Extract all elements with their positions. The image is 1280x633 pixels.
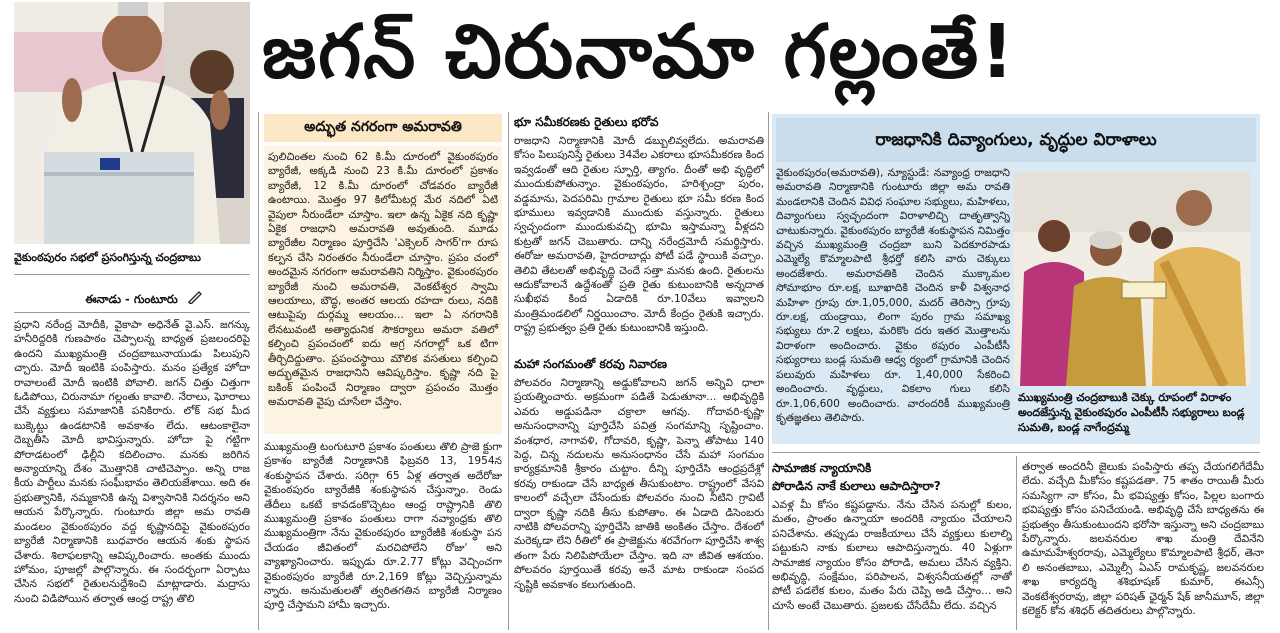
- heading-land-pooling: భూ సమీకరణకు రైతులు భరోవ: [514, 115, 659, 129]
- pen-icon: [187, 289, 203, 308]
- page-headline: జగన్ చిరునామా గల్లంతే!: [262, 9, 1016, 95]
- donations-title: రాజధానికి దివ్యాంగులు, వృద్ధుల విరాళాలు: [776, 118, 1256, 162]
- social-justice-text: ఎవళ్ల మీ కోసం కష్టపడ్డాను. నేను చేసిన పనుల్లో కులం, మతం, ప్రాంతం ఉన్నాయా అందరికి న్యాయం చేయాలని పనిచేశాను. తప్పుడు రాజకీయాలు చేసే వ్యక్తులు కులాల్ని పట్టుకుని నాకు కులాలు ఆపాదిస్తున్నారు. 40 ఏళ్లుగా సామాజిక న్యాయం కోసం పోరాడి, అమలు చేసిన వ్యక్తిని. అభివృద్ధి, సంక్షేమం, పరిపాలన, విశ్వసనీయతల్లో నాతో పోటీ పడలేక కులం, మతం పేరు చెప్పి అడి చేస్తాం... అని చూసే అంటే చెబుతారు. ప్రజలకు చేసేదేమీ లేదు. వచ్చిన: [772, 499, 1012, 612]
- byline-text: ఈనాడు - గుంటూరు: [85, 292, 178, 306]
- speech-photo-image: [14, 2, 250, 244]
- article-column-2: ముఖ్యమంత్రి టంగుటూరి ప్రకాశం పంతులు తొలి ప్రాజె క్టుగా ప్రకాశం బ్యారేజీ నిర్మాణానికి ఫిబ్రవరి 13, 1954న శంకుస్థాపన చేశారు. సరిగ్గా 65 ఏళ్ల తర్వాత అదేరోజు వైకుంఠపురం బ్యారేజీకి శంకుస్థాపన చేస్తున్నాం. రెండు తేదీలు ఒకటే కావడంకొచ్చెటం ఆంధ్ర రాష్ట్రానికి తొలి ముఖ్యమంత్రి ప్రకాశం పంతులు రాగా నవ్యాంధ్రకు తొలి ముఖ్యమంత్రిగా నేను వైకుంఠపురం బ్యారేజీకి శంకుస్థా పన చేయడం జీవితంలో మరచిపోలేని రోజు' అని వ్యాఖ్యానించారు. ఇప్పుడు రూ.2.77 కోట్లు వెచ్చించగా వైకుంఠపురం బ్యారేజీ రూ.2,169 కోట్లు వెచ్చిస్తున్నామ న్నారు. అనుమతులతో త్వరితగతిన బ్యారేజీ నిర్మాణం పూర్తి చేస్తామని హామీ ఇచ్చారు.: [264, 441, 502, 612]
- column-rule-1: [258, 112, 259, 630]
- donation-photo-caption: ముఖ్యమంత్రి చంద్రబాబుకి చెక్కు రూపంలో విరాళం అందజేస్తున్న వైకుంఠపురం ఎంపీటీసీ సభ్యురాలు బండ్ల సుమతి, బండ్ల నాగేంద్రమ్మ: [1018, 391, 1245, 434]
- speech-photo-caption: వైకుంఠపురం సభలో ప్రసంగిస్తున్న చంద్రబాబు: [14, 251, 201, 264]
- donation-photo-image: [1014, 172, 1250, 386]
- bottom-divider: [772, 452, 1260, 453]
- column-rule-2: [508, 112, 509, 630]
- subhead-amaravati: అద్భుత నగరంగా అమరావతి: [264, 114, 502, 142]
- article-column-1: ప్రధాని నరేంద్ర మోదీకి, వైకాపా అధినేత్ వై.ఎస్. జగన్కు హనీరిద్దరికి గుణపాఠం చెప్పాలన్న బాధ్యత ప్రజలందరిపై ఉందని ముఖ్యమంత్రి చంద్రబాబునాయుడు పిలుపుని చ్చారు. మోదీ ఇంటికి పంపిస్తారు. మనం ప్రత్యేక హోదా రావాలంటే మోదీ ఇంటికి పోవాలి. జగన్ చిత్తు చిత్తుగా ఓడిపోయి, చిరునామా గల్లంతు కావాలి. నేరాలు, ఘోరాలు చేసే వ్యక్తులు సమాజానికి పనికిరారు. లోక్ సభ మీద బుక్కెట్టు ఉండటానికి అవకాశం లేదు. ఆటంకాలైనా దెబ్బతీసి మోదీ భావిస్తున్నారు. హోదా పై గట్టిగా పోరాడటంలో ఢిల్లీని కదిలించాం. మనకు జరిగిన అన్యాయాన్ని దేశం మొత్తానికి చాటిచెప్పాం. అన్ని రాజ కీయ పార్టీలు మనకు సంఘీభావం తెలియజేశాయి. అది ఈ ప్రభుత్వానికి, నమ్మకానికి ఉన్న విశ్వాసానికి నిదర్శనం అని ఆయన పేర్కొన్నారు. గుంటూరు జిల్లా అమ రావతి మండలం వైకుంఠపురం వద్ద కృష్ణానదిపై వైకుంఠపురం బ్యారేజీ నిర్మాణానికి బుధవారం ఆయన శంకు స్థాపన చేశారు. శిలాఫలకాన్ని ఆవిష్కరించారు. అంతకు ముందు హోమం, పూజల్లో పాల్గొన్నారు. ఈ సందర్భంగా ఏర్పాటు చేసిన సభలో రైతులనుద్దేశించి మాట్లాడారు. మద్రాసు నుంచి విడిపోయిన తర్వాత ఆంధ్ర రాష్ట్ర తొలి: [14, 319, 250, 605]
- article-column-3b: పోలవరం నిర్మాణాన్ని అడ్డుకోవాలని జగన్ అన్నివి ధాలా ప్రయత్నించారు. అక్రమంగా పడితే పెడుతూనా... అభివృద్ధికి ఎవరు అడ్డుపడినా చక్రాలా ఆగవు. గోదావరి-కృష్ణా అనుసంధానాన్ని పూర్తిచేసి పవిత్ర సంగమాన్ని సృష్టించాం. వంశధార, నాగావళి, గోదావరి, కృష్ణా, పెన్నా తోపాటు 140 పెద్ద, చిన్న నదులను అనుసంధానం చేసే మహా సంగమం కార్యక్రమానికి శ్రీకారం చుట్టాం. దీన్ని పూర్తిచేసి ఆంధ్రప్రదేశ్లో కరవు రాకుండా చేసే బాధ్యత తీసుకుంటాం. రాష్ట్రంలో వేసవి కాలంలో వచ్చేలా చేసేందుకు పోలవరం నుంచి నీటిని గ్రావిటీ ద్వారా కృష్ణా నదికి తీసు కుపోతాం. ఈ ఏడాది డిసెంబరు నాటికి పోలవరాన్ని పూర్తిచేసి జాతికి అంకితం చేస్తాం. దేశంలో మరెక్కడా లేని రీతిలో ఈ ప్రాజెక్టును శరవేగంగా పూర్తిచేసి శాశ్వ తంగా పేరు నిలిపిపోయేలా చేస్తాం. ఇది నా జీవిత ఆశయం. పోలవరం పూర్తయితే కరవు అనే మాట రాకుండా సంపద సృష్టికి అవకాశం కలుగుతుంది.: [514, 377, 764, 591]
- donation-photo: [1014, 172, 1250, 386]
- speech-photo: [14, 2, 250, 244]
- article-column-3a: రాజధాని నిర్మాణానికి మోదీ డబ్బులివ్వలేదు. అమరావతి కోసం పిలుపునిస్తే రైతులు 34వేల ఎకరాలు భూసమీకరణ కింద ఇవ్వడంతో ఆది రైతుల స్ఫూర్తి, త్యాగం. దీంతో అభి వృద్ధిలో ముందుకుపోతున్నాం. వైకుంఠపురం, హరిశ్చంద్రా పురం, వడ్డమాను, పెదపరిమి గ్రామాల రైతులు భూ సమీ కరణ కింద భూములు ఇవ్వడానికి ముందుకు వస్తున్నారు. రైతులు స్వచ్ఛందంగా ముందుకువచ్చి భూమి ఇస్తామన్నా వీళ్లదని కుట్రతో జగన్ చెబుతారు. దాన్ని నరేంద్రమోదీ సమర్థిస్తారు. ఈరోజు అమరావతి, హైదరాబాద్లు పోటీ పడే స్థాయికి వచ్చాం. తెలివి తేటలతో అభివృద్ధి చెందే సత్తా మనకు ఉంది. రైతులను ఆదుకోవాలనే ఉద్దేశంతో ప్రతి రైతు కుటుంబానికి అన్నదాత సుఖీభవ కింద ఏడాదికి రూ.10వేలు ఇవ్వాలని మంత్రిమండలిలో నిర్ణయించాం. మోదీ కేంద్రం రైతుకి ఇచ్చారు. రాష్ట్ర ప్రభుత్వం ప్రతి రైతు కుటుంబానికి ఇస్తుంది.: [514, 135, 764, 335]
- byline-divider: [14, 312, 250, 313]
- donations-text: వైకుంఠపురం(అమరావతి), న్యూస్టుడే: నవ్యాంధ్ర రాజధాని అమరావతి నిర్మాణానికి గుంటూరు జిల్లా అమ రావతి మండలానికి చెందిన వివిధ సంఘాల సభ్యులు, మహిళలు, దివ్యాంగులు స్వచ్ఛందంగా విరాళాలిచ్చి దాతృత్వాన్ని చాటుకున్నారు. వైకుంఠపురం బ్యారేజీ శంకుస్థాపన నిమిత్తం వచ్చిన ముఖ్యమంత్రి చంద్రబా బుని పెదకూరపాడు ఎమ్మెల్యే కొమ్మాలపాటి శ్రీధర్తో కలిసి వారు చెక్కులు అందజేశారు. అమరావతికి చెందిన ముక్కామల సోమాభూం రూ.లక్ష, బూఖాదికి చెందిన కాళీ విశ్వనాధ మహిళా గ్రూపు రూ.1,05,000, మదర్ తెరిస్సా గ్రూపు రూ.లక్ష, యండ్రాయి, లింగా పురం గ్రామ సమాఖ్య సభ్యులు రూ.2 లక్షలు, మరికొం దరు ఇతర మొత్తాలను విరాళంగా అందించారు. వైకుం ఠపురం ఎంపీటీసీ సభ్యురాలు బండ్ల సుమతి ఆధ్వ ర్యంలో గ్రామానికి చెందిన పలువురు మహిళలు రూ. 1,40,000 సేకరించి అందించారు. వృద్ధులు, వికలాం గులు కలిసి రూ.1,06,600 అందించారు. వారందరికీ ముఖ్యమంత్రి కృతజ్ఞతలు తెలిపారు.: [776, 167, 1010, 424]
- social-justice-heading-2: పోరాడిన నాకే కులాలు ఆపాదిస్తారా?: [772, 479, 941, 493]
- column-rule-3: [768, 112, 769, 630]
- column-rule-4: [1016, 456, 1017, 630]
- article-column-2-box: పులిచింతల నుంచి 62 కి.మీ దూరంలో వైకుంఠపురం బ్యారేజీ, అక్కడి నుంచి 23 కి.మీ దూరంలో ప్రకాశం బ్యారేజీ, 12 కి.మీ దూరంలో చోడవరం బ్యారేజీ ఉంటాయి. మొత్తం 97 కిలోమీటర్ల మేర నదిలో ఏటి వైపులా నీరుండేలా చూస్తాం. ఇలా ఉన్న ఏకైక నది కృష్ణా ఏకైక రాజధాని అమరావతి అవుతుంది. మూడు బ్యారేజీల నిర్మాణం పూర్తిచేసి 'ఎక్సెలర్ సాగర్'గా రూప కల్పన చేసి నిరంతరం నీరుండేలా చూస్తాం. ప్రపం చంలో అందమైన నగరంగా అమరావతిని నిర్మిస్తాం. వైకుంఠపురం బ్యారేజీ నుంచి అమరావతి, వెంకటేశ్వర స్వామి ఆలయాలు, బౌద్ధ, అంతర ఆలయ రహదా రులు, నదికి ఆటుపైపు దుర్గమ్మ ఆలయం... ఇలా ఏ నగరానికి లేనటువంటి అత్యాధునిక సౌకర్యాలు అమరా వతిలో కల్పించి ప్రపంచంలో ఐదు అగ్ర నగరాల్లో ఒక టిగా తీర్చిదిద్దుతాం. ప్రపంచస్థాయి మౌలిక వసతులు కల్పించి అద్భుతమైన రాజధానిని ఆవిష్కరిస్తాం. కృష్ణా నది పై బకింక్ పంపించే నిర్మాణం ద్వారా ప్రపంచం మొత్తం అమరావతి వైపు చూసేలా చేస్తాం.: [264, 146, 502, 434]
- social-justice-heading-1: సామాజిక న్యాయానికి: [772, 461, 872, 475]
- byline: [44, 288, 244, 306]
- caption-divider: [14, 274, 250, 275]
- article-closing-text: తర్వాత అందరినీ జైలుకు పంపిస్తారు తప్ప చేయగలిగేదేమీ లేదు. వచ్చేది మీకోసం కష్టపడతా. 75 శాతం రాయితీ మీరు సమస్యిగా నా కోసం, మీ భవిష్యత్తు కోసం, పిల్లల బంగారు భవిష్యత్తు కోసం పనిచేయండి. అభివృద్ధి చేసే బాధ్యతను ఈ ప్రభుత్వం తీసుకుంటుందని భరోసా ఇస్తున్నా అని చంద్రబాబు పేర్కొన్నారు. జలవనరుల శాఖ మంత్రి దేవినేని ఉమామహేశ్వరరావు, ఎమ్మెల్యేలు కొమ్మాలపాటి శ్రీధర్, తెనా లి అనంతబాబు, ఎమ్మెల్సీ ఏఎస్ రామకృష్ణ, జలవనరుల శాఖ కార్యదర్శి శశిభూషణ్ కుమార్, ఈఎన్సీ వెంకటేశ్వరరావు, జిల్లా పరిషత్ ఛైర్మన్ షేక్ జానీమూన్, జిల్లా కలెక్టర్ కోన శశిధర్ తదితరులు పాల్గొన్నారు.: [1022, 461, 1264, 618]
- heading-maha-sangamam: మహా సంగమంతో కరవు నివారణ: [514, 357, 668, 371]
